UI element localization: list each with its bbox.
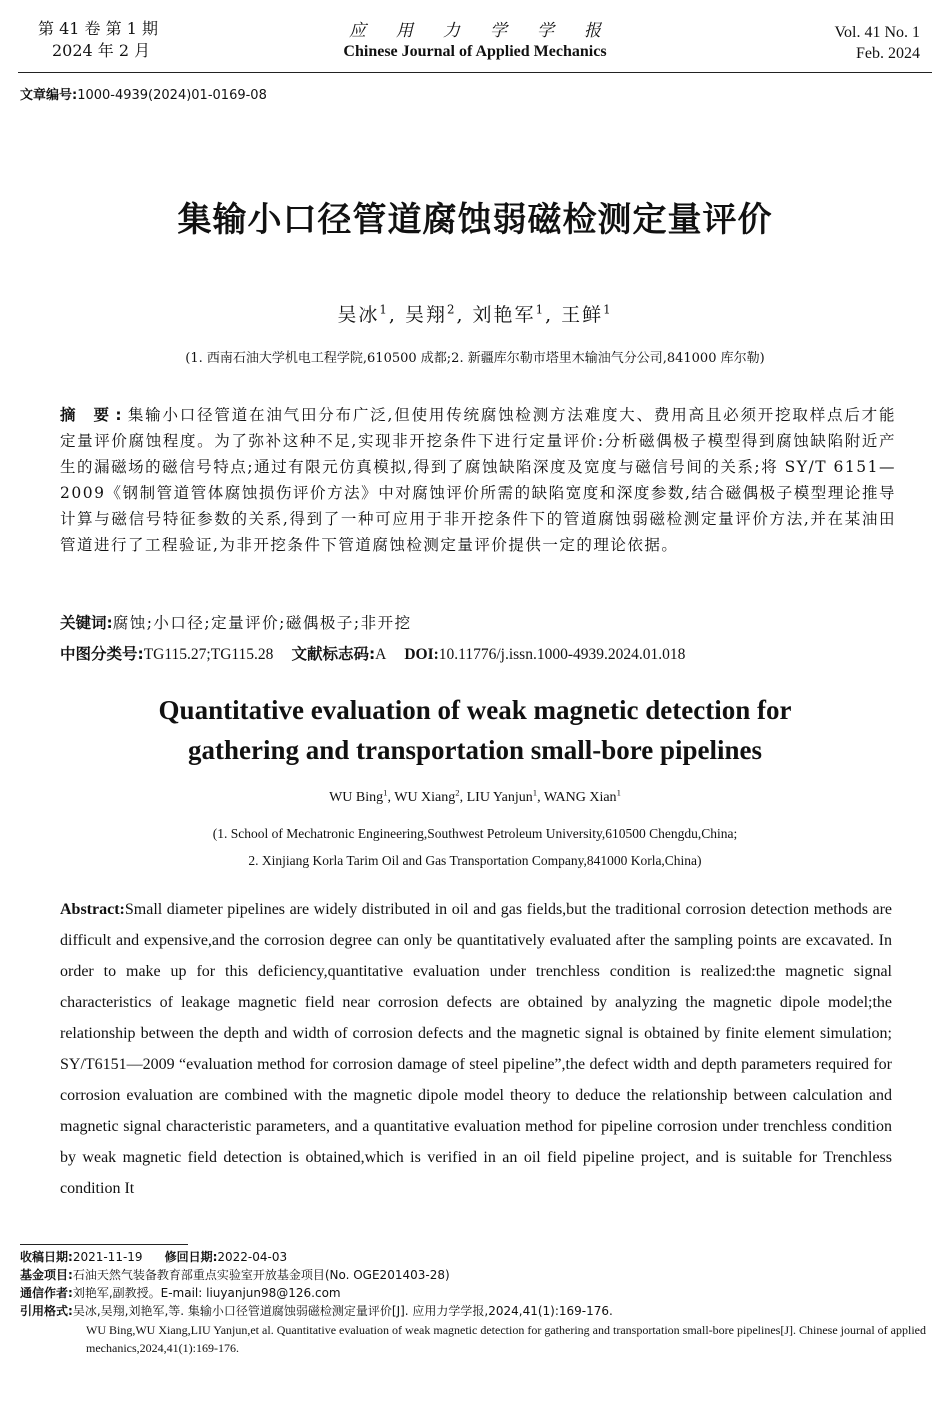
footnote-citation-cn xyxy=(20,1302,930,1320)
author-en: WANG Xian$^1$ xyxy=(543,787,621,805)
corresponding-value: 刘艳军,副教授。E-mail: liuyanjun98@126.com xyxy=(72,1286,341,1300)
volume-issue-cn: 第 41 卷 第 1 期 xyxy=(38,19,158,38)
abstract-cn-text: 集输小口径管道在油气田分布广泛,但使用传统腐蚀检测方法难度大、费用高且必须开挖取样点后才能定量评价腐蚀程度。为了弥补这种不足,实现非开挖条件下进行定量评价:分析磁偶极子模型得到腐蚀缺陷附近产生的漏磁场的磁信号特点;通过有限元仿真模拟,得到了腐蚀缺陷深度及宽度与磁信号间的关系;将 SY/T 6151—2009《钢制管道管体腐蚀损伤评价方法》中对腐蚀评价所需的缺陷宽度和深度参数,结合磁偶极子模型理论推导计算与磁信号特征参数的关系,得到了一种可应用于非开挖条件下的管道腐蚀弱磁检测定量评价方法,并在某油田管道进行了工程验证,为非开挖条件下管道腐蚀检测定量评价提供一定的理论依据。 xyxy=(60,406,896,554)
footnote-citation-en: WU Bing,WU Xiang,LIU Yanjun,et al. Quantitative evaluation of weak magnetic detection for gathering and transportation small-bore pipelines[J]. Chinese journal of applied mechanics,2024,41(1):169-176. xyxy=(86,1323,926,1355)
running-header xyxy=(0,0,950,78)
affiliation-en-line: 2. Xinjiang Korla Tarim Oil and Gas Transportation Company,841000 Korla,China) xyxy=(248,853,702,868)
doc-code-value: A xyxy=(375,646,387,663)
authors-cn xyxy=(0,300,950,327)
doi-value: 10.11776/j.issn.1000-4939.2024.01.018 xyxy=(438,646,686,663)
keywords-cn-label: 关键词: xyxy=(60,614,113,632)
header-rule xyxy=(18,72,932,73)
article-number-label: 文章编号: xyxy=(20,88,78,103)
authors-en xyxy=(0,787,950,806)
author-en: LIU Yanjun$^1$, xyxy=(466,787,541,805)
classification-line xyxy=(60,642,685,664)
abstract-cn xyxy=(60,402,896,558)
clc-value: TG115.27;TG115.28 xyxy=(143,646,274,663)
date-cn: 2024 年 2 月 xyxy=(52,41,151,60)
footnote-corresponding xyxy=(20,1284,930,1302)
article-number-value: 1000-4939(2024)01-0169-08 xyxy=(77,88,267,103)
author-en: WU Xiang$^2$, xyxy=(394,787,464,805)
fund-value: 石油天然气装备教育部重点实验室开放基金项目(No. OGE201403-28) xyxy=(72,1268,450,1282)
journal-name-cn: 应用力学学报 xyxy=(349,21,631,41)
keywords-cn-text: 腐蚀;小口径;定量评价;磁偶极子;非开挖 xyxy=(112,614,412,632)
doc-code-label: 文献标志码: xyxy=(291,645,376,663)
fund-label: 基金项目: xyxy=(20,1268,73,1282)
author-cn: 吴冰$^1$, xyxy=(337,302,397,326)
title-cn: 集输小口径管道腐蚀弱磁检测定量评价 xyxy=(177,200,773,240)
abstract-en-label: Abstract: xyxy=(60,901,125,918)
affiliation-en xyxy=(0,820,950,874)
author-cn: 吴翔$^2$, xyxy=(404,302,465,326)
corresponding-label: 通信作者: xyxy=(20,1286,73,1300)
citation-label: 引用格式: xyxy=(20,1304,73,1318)
article-number xyxy=(20,84,267,103)
title-en xyxy=(0,690,950,770)
author-en: WU Bing$^1$, xyxy=(329,787,391,805)
header-right xyxy=(835,22,921,64)
revised-label: 修回日期: xyxy=(164,1250,218,1264)
abstract-en xyxy=(60,894,892,1204)
title-en-line: Quantitative evaluation of weak magnetic detection for xyxy=(158,695,792,725)
header-journal xyxy=(0,16,950,61)
author-cn: 王鲜$^1$ xyxy=(561,302,613,326)
abstract-en-text: Small diameter pipelines are widely distributed in oil and gas fields,but the traditional corrosion detection methods are difficult and expensive,and the corrosion degree can only be quantitatively evaluated after the sampling points are excavated. In order to make up for this deficiency,quantitative evaluation under trenchless condition is realized:the magnetic signal characteristics of leakage magnetic field near corrosion defects are obtained by analyzing the magnetic dipole model;the relationship between the depth and width of corrosion defects and the magnetic signal is obtained by finite element simulation; SY/T6151—2009 “evaluation method for corrosion damage of steel pipeline”,the defect width and depth parameters required for corrosion evaluation are combined with the magnetic dipole model theory to deduce the relationship between calculation and magnetic signal characteristic parameters, and a quantitative evaluation method for pipeline corrosion under trenchless condition by weak magnetic field detection is obtained,which is verified in an oil field pipeline project, and is suitable for Trenchless condition It xyxy=(60,901,892,1197)
revised-date: 2022-04-03 xyxy=(217,1250,288,1264)
doi-label: DOI: xyxy=(404,646,439,663)
citation-cn: 吴冰,吴翔,刘艳军,等. 集输小口径管道腐蚀弱磁检测定量评价[J]. 应用力学学报,2024,41(1):169-176. xyxy=(72,1304,613,1318)
affiliation-en-line: (1. School of Mechatronic Engineering,Southwest Petroleum University,610500 Chengdu,China; xyxy=(212,826,738,841)
received-date: 2021-11-19 xyxy=(72,1250,143,1264)
journal-name-en: Chinese Journal of Applied Mechanics xyxy=(343,43,607,60)
received-label: 收稿日期: xyxy=(20,1250,73,1264)
title-en-line: gathering and transportation small-bore pipelines xyxy=(187,735,763,765)
abstract-cn-label: 摘 要: xyxy=(60,406,128,424)
footnote-fund xyxy=(20,1266,930,1284)
date-en: Feb. 2024 xyxy=(856,45,920,62)
footnote-rule xyxy=(20,1244,188,1245)
clc-label: 中图分类号: xyxy=(60,645,144,663)
author-cn: 刘艳军$^1$, xyxy=(472,302,554,326)
footnote-dates xyxy=(20,1248,930,1266)
affiliation-cn: (1. 西南石油大学机电工程学院,610500 成都;2. 新疆库尔勒市塔里木输油气分公司,841000 库尔勒) xyxy=(185,351,765,366)
volume-issue-en: Vol. 41 No. 1 xyxy=(834,24,920,41)
keywords-cn xyxy=(60,611,412,633)
